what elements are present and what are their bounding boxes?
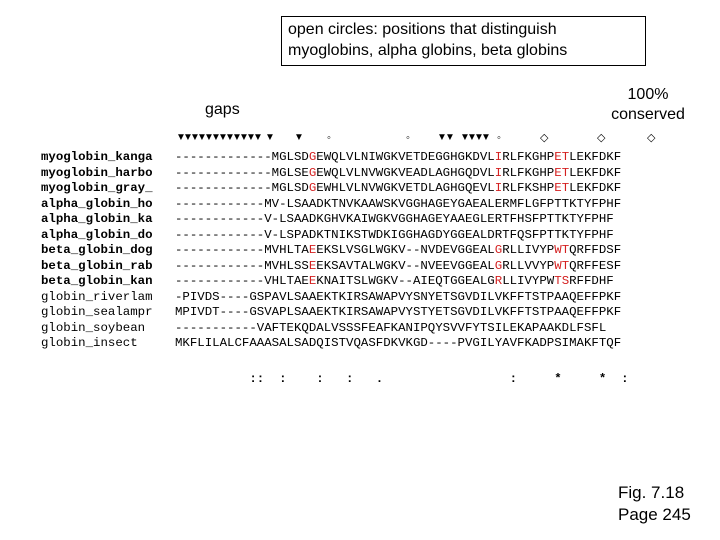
sequence-residues: MPIVDT----GSVAPLSAAEKTKIRSAWAPVYSTYETSGVDILVKFFTSTPAAQEFFPKF	[175, 305, 622, 319]
alignment-row	[41, 150, 621, 166]
figure-caption	[618, 482, 691, 526]
sequence-name: globin_sealampr	[41, 305, 153, 319]
sequence-name: beta_globin_kan	[41, 274, 153, 288]
gap-triangle-icon: ▼	[467, 132, 477, 143]
alignment-row	[41, 228, 621, 244]
sequence-residues: ------------MVHLTAEEKSLVSGLWGKV--NVDEVGGEALGRLLIVYPWTQRFFDSF	[175, 243, 622, 257]
sequence-name: globin_riverlam	[41, 289, 153, 304]
gap-triangle-icon: ▼	[218, 132, 228, 143]
sequence-name: myoglobin_gray_	[41, 181, 153, 195]
alignment-row	[41, 166, 621, 182]
position-markers	[0, 132, 720, 146]
alignment-row	[41, 274, 621, 290]
legend-line-1: open circles: positions that distinguish	[288, 21, 557, 38]
sequence-residues: -------------MGLSDGEWHLVLNVWGKVETDLAGHGQEVLIRLFKSHPETLEKFDKF	[175, 181, 622, 195]
conserved-label	[598, 85, 698, 125]
sequence-name: alpha_globin_do	[41, 227, 153, 242]
sequence-residues: -----------VAFTEKQDALVSSSFEAFKANIPQYSVVFYTSILEKAPAAKDLFSFL	[175, 320, 607, 335]
consensus-line: :: : : : . : * * :	[175, 372, 629, 386]
sequence-residues: MKFLILALCFAAASALSADQISTVQASFDKVKGD----PVGILYAVFKADPSIMAKFTQF	[175, 336, 622, 350]
gap-triangle-icon: ▼	[437, 132, 447, 143]
gap-triangle-icon: ▼	[474, 132, 484, 143]
conserved-diamond-icon: ◇	[597, 132, 606, 144]
sequence-name: alpha_globin_ka	[41, 212, 153, 226]
alignment-row	[41, 181, 621, 197]
sequence-residues: ------------MVHLSSEEKSAVTALWGKV--NVEEVGGEALGRLLVVYPWTQRFFESF	[175, 258, 622, 273]
sequence-residues: ------------VHLTAEEKNAITSLWGKV--AIEQTGGEALGRLLIVYPWTSRFFDHF	[175, 274, 614, 288]
gaps-label: gaps	[205, 101, 240, 118]
distinguishing-circle-icon: ◦	[327, 132, 331, 144]
gap-triangle-icon: ▼	[246, 132, 256, 143]
sequence-name: myoglobin_harbo	[41, 165, 153, 180]
conserved-label-line2: conserved	[611, 106, 685, 123]
gap-triangle-icon: ▼	[294, 132, 304, 143]
sequence-name: beta_globin_dog	[41, 243, 153, 257]
conserved-diamond-icon: ◇	[647, 132, 656, 144]
sequence-alignment	[41, 150, 621, 352]
gap-triangle-icon: ▼	[232, 132, 242, 143]
gap-triangle-icon: ▼	[253, 132, 263, 143]
distinguishing-circle-icon: ◦	[497, 132, 501, 144]
alignment-row	[41, 321, 621, 337]
conserved-diamond-icon: ◇	[540, 132, 549, 144]
figure-number: Fig. 7.18	[618, 483, 685, 502]
sequence-residues: ------------V-LSAADKGHVKAIWGKVGGHAGEYAAEGLERTFHSFPTTKTYFPHF	[175, 212, 614, 226]
gap-triangle-icon: ▼	[239, 132, 249, 143]
gap-triangle-icon: ▼	[176, 132, 186, 143]
page-number: Page 245	[618, 505, 691, 524]
sequence-residues: -------------MGLSEGEWQLVLNVWGKVEADLAGHGQDVLIRLFKGHPETLEKFDKF	[175, 165, 622, 180]
gap-triangle-icon: ▼	[445, 132, 455, 143]
gap-triangle-icon: ▼	[460, 132, 470, 143]
sequence-name: globin_insect	[41, 336, 138, 350]
alignment-row	[41, 290, 621, 306]
distinguishing-circle-icon: ◦	[406, 132, 410, 144]
sequence-name: globin_soybean	[41, 320, 146, 335]
alignment-row	[41, 243, 621, 259]
sequence-name: beta_globin_rab	[41, 258, 153, 273]
gap-triangle-icon: ▼	[197, 132, 207, 143]
legend-line-2: myoglobins, alpha globins, beta globins	[288, 42, 568, 59]
alignment-row	[41, 259, 621, 275]
sequence-residues: ------------MV-LSAADKTNVKAAWSKVGGHAGEYGAEALERMFLGFPTTKTYFPHF	[175, 196, 622, 211]
alignment-row	[41, 336, 621, 352]
legend-box	[281, 16, 646, 66]
sequence-residues: -PIVDS----GSPAVLSAAEKTKIRSAWAPVYSNYETSGVDILVKFFTSTPAAQEFFPKF	[175, 289, 622, 304]
gap-triangle-icon: ▼	[204, 132, 214, 143]
gap-triangle-icon: ▼	[183, 132, 193, 143]
sequence-name: myoglobin_kanga	[41, 150, 153, 164]
alignment-row	[41, 305, 621, 321]
gap-triangle-icon: ▼	[265, 132, 275, 143]
alignment-row	[41, 212, 621, 228]
gap-triangle-icon: ▼	[190, 132, 200, 143]
gap-triangle-icon: ▼	[225, 132, 235, 143]
sequence-name: alpha_globin_ho	[41, 196, 153, 211]
sequence-residues: -------------MGLSDGEWQLVLNIWGKVETDEGGHGKDVLIRLFKGHPETLEKFDKF	[175, 150, 622, 164]
gap-triangle-icon: ▼	[211, 132, 221, 143]
gap-triangle-icon: ▼	[481, 132, 491, 143]
conserved-label-line1: 100%	[627, 86, 669, 103]
alignment-row	[41, 197, 621, 213]
sequence-residues: ------------V-LSPADKTNIKSTWDKIGGHAGDYGGEALDRTFQSFPTTKTYFPHF	[175, 227, 614, 242]
